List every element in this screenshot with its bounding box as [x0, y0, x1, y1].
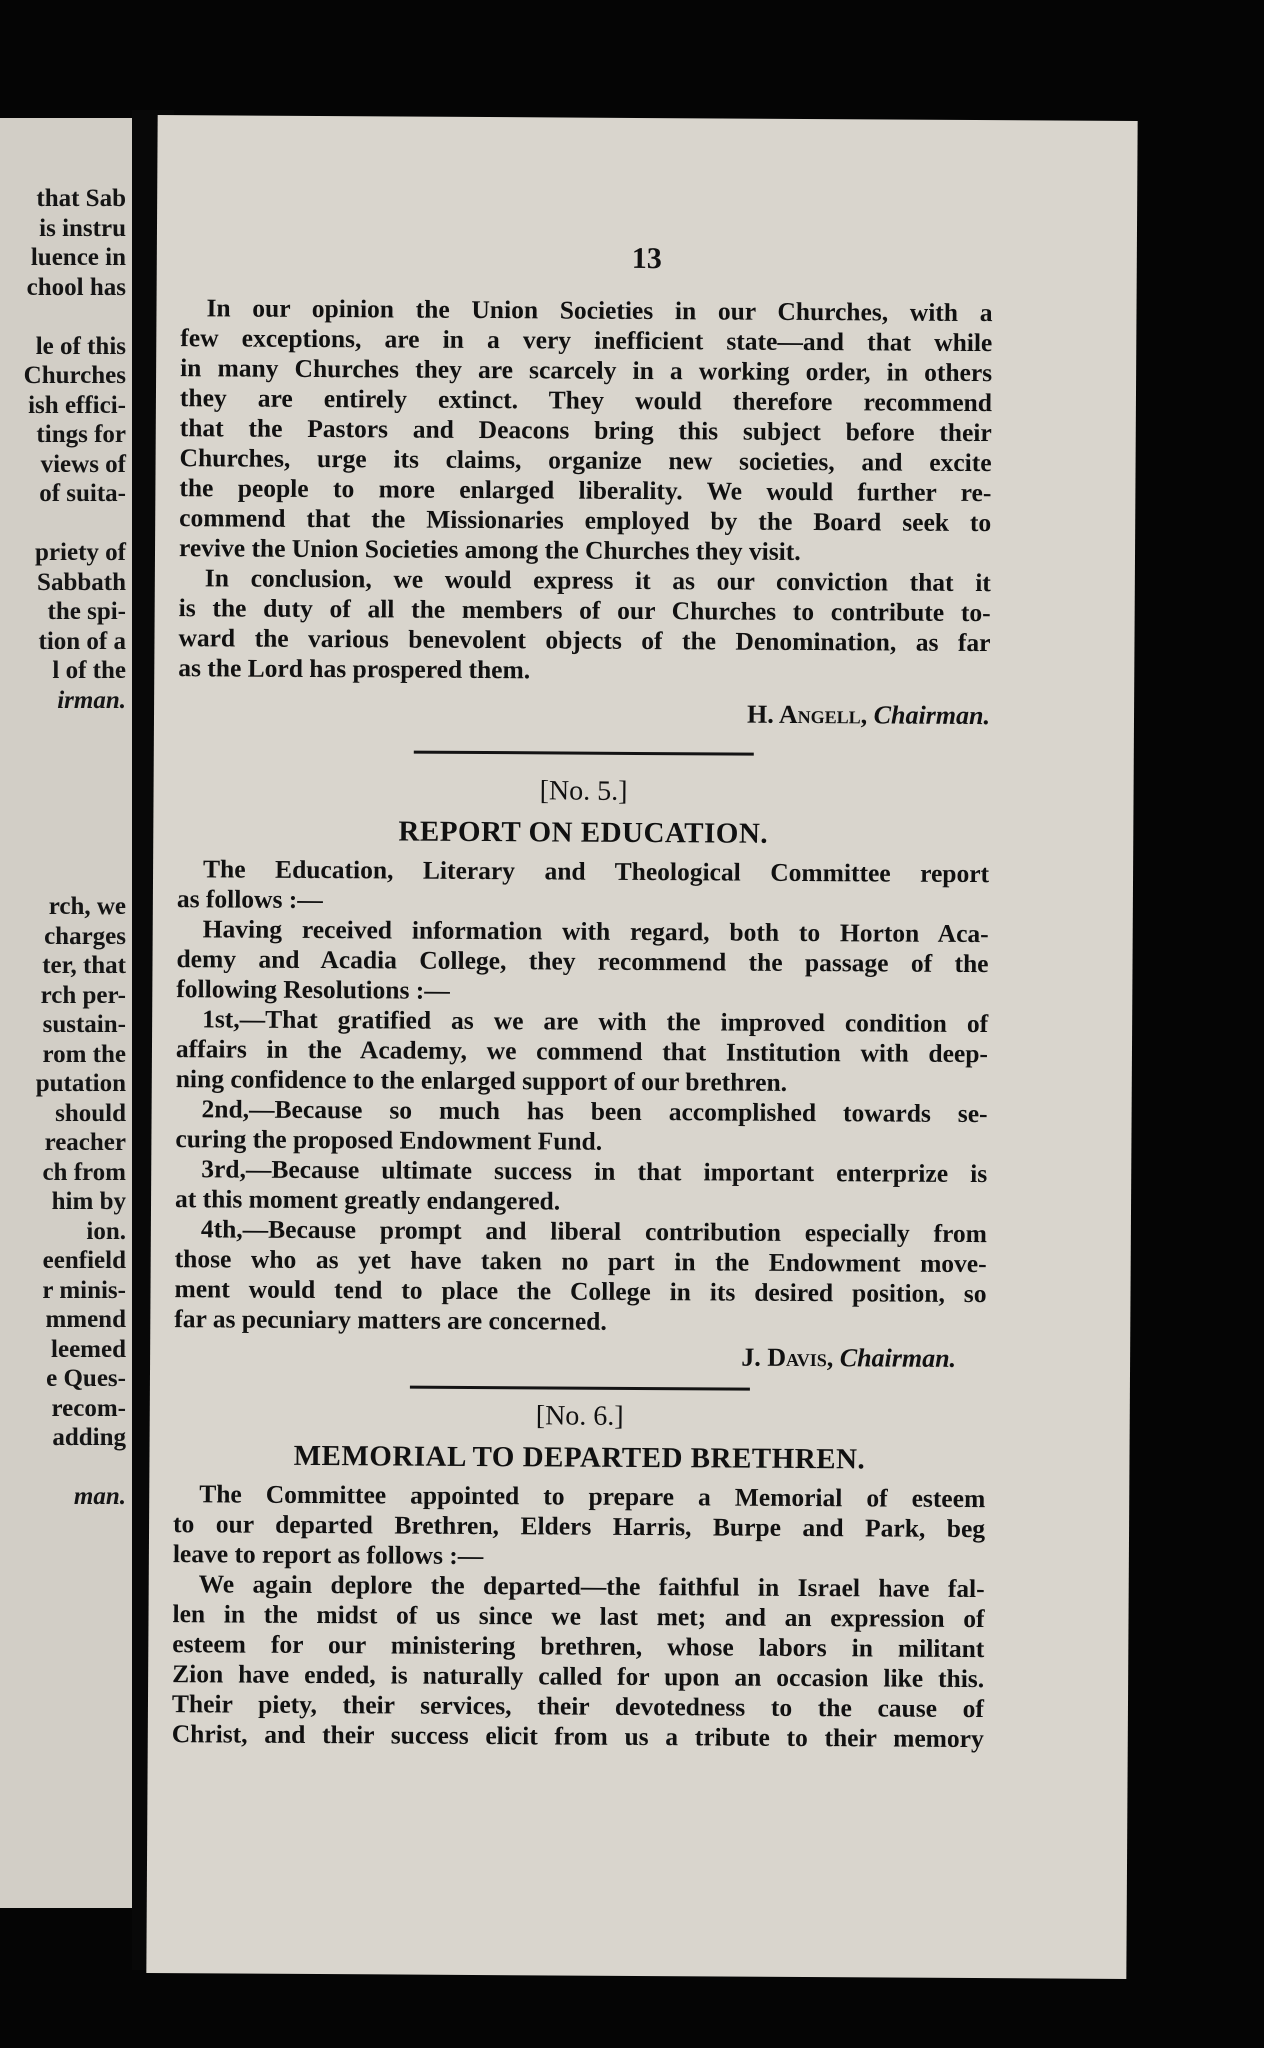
left-page-line: leemed [51, 1335, 126, 1363]
section-divider [414, 751, 754, 756]
text-line: affairs in the Academy, we commend that Institution with deep- [175, 1034, 989, 1069]
signature-name: J. Davis, [741, 1342, 834, 1373]
text-line: 1st,—That gratified as we are with the improved condition of [202, 1004, 989, 1039]
text-line: few exceptions, are in a very inefficient state—and that while [180, 323, 993, 358]
text-line: ward the various benevolent objects of the Denomination, as far [178, 623, 991, 658]
section-title: REPORT ON EDUCATION. [398, 815, 769, 850]
left-page-line: of suita- [39, 480, 126, 507]
text-line: 4th,—Because prompt and liberal contribution especially from [200, 1214, 987, 1249]
left-page-line: le of this [35, 332, 126, 360]
left-page-line: reacher [44, 1129, 126, 1156]
section-memorial [172, 1397, 986, 1754]
signature-role: Chairman. [873, 700, 991, 731]
left-page-line: luence in [30, 244, 126, 271]
text-line: esteem for our ministering brethren, whose labors in militant [172, 1629, 985, 1664]
main-page [146, 115, 1137, 1979]
text-line: Having received information with regard, both to Horton Aca- [202, 914, 989, 949]
section-education [174, 772, 990, 1375]
signature-davis [174, 1338, 986, 1375]
left-page-line: tings for [36, 421, 126, 448]
text-line: at this moment greatly endangered. [174, 1184, 561, 1216]
text-line: they are entirely extinct. They would therefore recommend [179, 383, 993, 418]
left-page-line: rom the [42, 1040, 126, 1068]
text-line: demy and Acadia College, they recommend the passage of the [176, 944, 989, 979]
text-line: In our opinion the Union Societies in our Churches, with a [206, 293, 993, 328]
left-page-line: eenfield [42, 1247, 126, 1274]
left-page-line: that Sab [36, 185, 126, 212]
page-number: 13 [631, 241, 662, 276]
left-page-line: chool has [26, 273, 126, 301]
left-page-line: irman. [57, 686, 126, 714]
text-line: in many Churches they are scarcely in a working order, in others [180, 353, 993, 388]
text-line: revive the Union Societies among the Churches they visit. [178, 533, 801, 566]
text-line: Churches, urge its claims, organize new societies, and excite [179, 443, 992, 478]
text-line: The Committee appointed to prepare a Memorial of esteem [199, 1479, 986, 1514]
left-page-line: charges [44, 922, 126, 950]
left-page-line: is instru [39, 214, 126, 242]
text-line: 3rd,—Because ultimate success in that important enterprize is [201, 1154, 988, 1189]
left-page-line: Churches [23, 362, 126, 389]
page-body [172, 293, 993, 1754]
left-page-line: r minis- [42, 1276, 126, 1304]
text-line: Their piety, their services, their devotedness to the cause of [171, 1689, 985, 1724]
left-page-line: l of the [52, 657, 126, 684]
left-page-line: him by [51, 1188, 126, 1215]
signature-angell [178, 695, 990, 732]
paragraph-conclusion [178, 563, 991, 688]
text-line: The Education, Literary and Theological Committee report [202, 854, 990, 889]
section-number: [No. 5.] [539, 775, 628, 807]
section-number: [No. 6.] [535, 1400, 624, 1432]
left-page-line: should [55, 1099, 126, 1127]
left-page-line: ch from [42, 1158, 126, 1186]
text-line: Zion have ended, is naturally called for upon an occasion like this. [172, 1659, 985, 1694]
text-line: curing the proposed Endowment Fund. [175, 1124, 603, 1156]
text-line: following Resolutions :— [176, 974, 450, 1005]
left-page-line: recom- [51, 1394, 126, 1422]
left-page-line: putation [35, 1070, 126, 1097]
left-page-line: man. [73, 1483, 126, 1510]
section-divider [410, 1386, 750, 1391]
left-page-line: e Ques- [46, 1365, 126, 1392]
text-line: len in the midst of us since we last met; and an expression of [172, 1599, 985, 1634]
text-line: commend that the Missionaries employed by the Board seek to [179, 503, 992, 538]
left-page-line: rch per- [40, 981, 126, 1009]
text-line: ment would tend to place the College in its desired position, so [174, 1274, 987, 1309]
text-line: ning confidence to the enlarged support of our brethren. [175, 1064, 788, 1097]
left-page-line: ion. [86, 1217, 126, 1245]
left-facing-page [0, 118, 132, 1908]
text-line: those who as yet have taken no part in the Endowment move- [174, 1244, 987, 1279]
paragraph-union-societies [179, 293, 993, 568]
text-line: the people to more enlarged liberality. We would further re- [179, 473, 992, 508]
left-page-line: adding [52, 1424, 126, 1451]
left-page-line: ish effici- [28, 391, 126, 419]
signature-name: H. Angell, [747, 699, 868, 730]
text-line: Christ, and their success elicit from us a tribute to their memory [171, 1719, 984, 1754]
left-page-line: mmend [45, 1306, 126, 1333]
text-line: We again deplore the departed—the faithful in Israel have fal- [198, 1569, 985, 1604]
text-line: far as pecuniary matters are concerned. [174, 1304, 607, 1336]
text-line: as follows :— [176, 884, 323, 915]
signature-role: Chairman. [839, 1343, 957, 1373]
left-page-line: views of [40, 450, 126, 478]
left-page-line: Sabbath [37, 568, 126, 596]
left-page-line: the spi- [47, 598, 126, 625]
text-line: In conclusion, we would express it as our conviction that it [204, 563, 991, 598]
text-line: is the duty of all the members of our Churches to contribute to- [178, 593, 991, 628]
text-line: 2nd,—Because so much has been accomplished towards se- [201, 1094, 988, 1129]
text-line: leave to report as follows :— [172, 1539, 484, 1571]
section-title: MEMORIAL TO DEPARTED BRETHREN. [293, 1439, 866, 1476]
text-line: as the Lord has prospered them. [178, 653, 531, 685]
left-page-line: sustain- [42, 1011, 126, 1038]
text-line: that the Pastors and Deacons bring this subject before their [179, 413, 992, 448]
left-page-line: rch, we [48, 893, 126, 920]
text-line: to our departed Brethren, Elders Harris, Burpe and Park, beg [172, 1509, 986, 1544]
left-page-line: tion of a [38, 627, 126, 655]
left-page-line: priety of [35, 539, 126, 566]
left-page-line: ter, that [42, 952, 126, 979]
